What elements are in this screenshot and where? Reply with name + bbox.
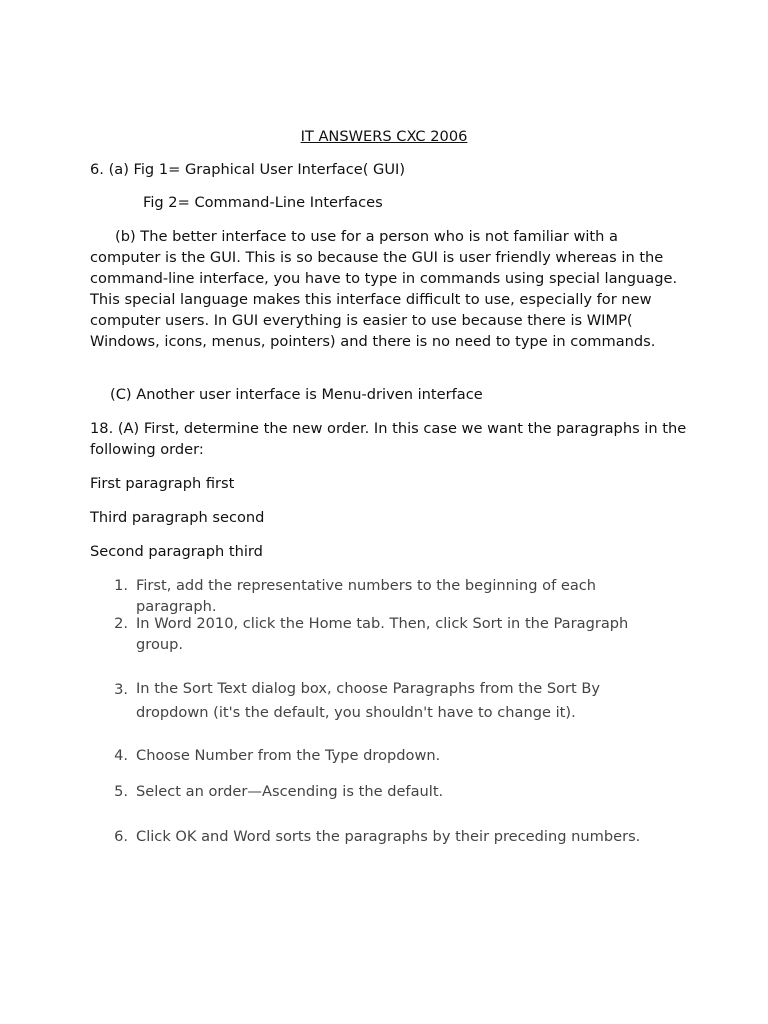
q6-fig2: Fig 2= Command-Line Interfaces bbox=[143, 194, 383, 211]
step-number: 1. bbox=[114, 577, 128, 594]
step-text: First, add the representative numbers to the beginning of each paragraph. bbox=[136, 577, 597, 615]
step-number: 3. bbox=[114, 681, 128, 698]
q6-part-c: (C) Another user interface is Menu-driven interface bbox=[110, 386, 483, 403]
step-number: 5. bbox=[114, 783, 128, 800]
step-text: Select an order—Ascending is the default. bbox=[136, 783, 444, 800]
page-title: IT ANSWERS CXC 2006 bbox=[300, 128, 468, 145]
step-text: Choose Number from the Type dropdown. bbox=[136, 747, 441, 764]
order-line-1: First paragraph first bbox=[90, 475, 235, 492]
step-text: In the Sort Text dialog box, choose Paragraphs from the Sort By dropdown (it's the default, you shouldn't have to change it). bbox=[136, 680, 601, 721]
step-text: Click OK and Word sorts the paragraphs by their preceding numbers. bbox=[136, 828, 641, 845]
q18-intro: 18. (A) First, determine the new order. In this case we want the paragraphs in the following order: bbox=[90, 420, 687, 458]
step-number: 4. bbox=[114, 747, 128, 764]
step-number: 6. bbox=[114, 828, 128, 845]
order-line-2: Third paragraph second bbox=[90, 509, 265, 526]
step-text: In Word 2010, click the Home tab. Then, click Sort in the Paragraph group. bbox=[136, 615, 629, 653]
q6-part-b-paragraph: (b) The better interface to use for a person who is not familiar with a computer is the GUI. This is so because the GUI is user friendly whereas in the command-line interface, you have to type in commands using special language. This special language makes this interface difficult to use, especially for new computer users. In GUI everything is easier to use because there is WIMP( Windows, icons, menus, pointers) and there is no need to type in commands. bbox=[90, 228, 678, 350]
q6-part-a: 6. (a) Fig 1= Graphical User Interface( GUI) bbox=[90, 161, 406, 178]
order-line-3: Second paragraph third bbox=[90, 543, 263, 560]
step-number: 2. bbox=[114, 615, 128, 632]
